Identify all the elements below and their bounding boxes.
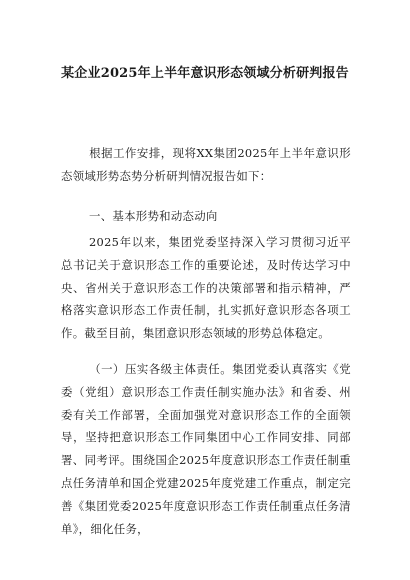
intro-text: 根据工作安排，现将XX集团2025年上半年意识形态领域形势态势分析研判情况报告如下： <box>61 146 351 183</box>
section-paragraph-text: 2025年以来，集团党委坚持深入学习贯彻习近平总书记关于意识形态工作的重要论述，及时传达学习中央、省州关于意识形态工作的决策部署和指示精神，严格落实意识形态工作责任制，扎实抓好意识形态各项工作。截至目前，集团意识形态领域的形势总体稳定。 <box>61 235 351 341</box>
subsection-paragraph <box>61 358 351 540</box>
section-heading: 一、基本形势和动态动向 <box>89 209 218 223</box>
section-paragraph <box>61 231 351 345</box>
document-title: 某企业2025年上半年意识形态领域分析研判报告 <box>61 66 349 81</box>
subsection-paragraph-text: （一）压实各级主体责任。集团党委认真落实《党委（党组）意识形态工作责任制实施办法》和省委、州委有关工作部署，全面加强党对意识形态工作的全面领导，坚持把意识形态工作同集团中心工作同安排、同部署、同考评。围绕国企2025年度意识形态工作责任制重点任务清单和国企党建2025年度党建工作重点，制定完善《集团党委2025年度意识形态工作责任制重点任务清单》，细化任务， <box>61 362 351 536</box>
intro-paragraph <box>61 142 351 188</box>
